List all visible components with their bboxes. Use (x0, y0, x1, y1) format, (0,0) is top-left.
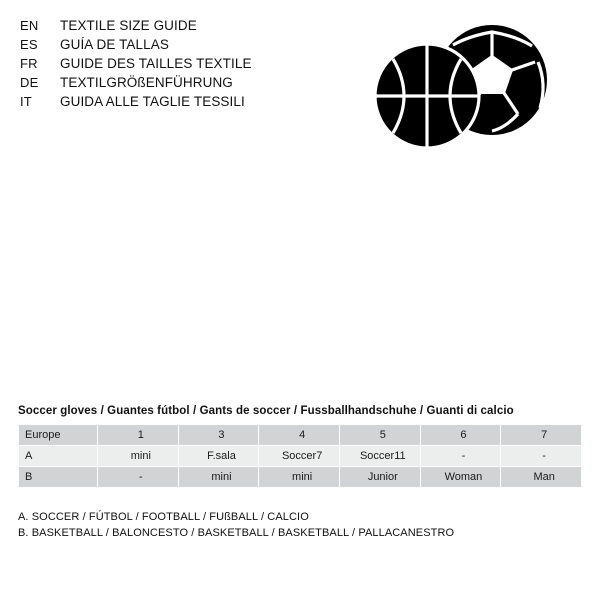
table-cell-b-6: Woman (420, 467, 501, 488)
table-caption: Soccer gloves / Guantes fútbol / Gants de soccer / Fussballhandschuhe / Guanti di calcio (18, 405, 514, 417)
language-code-es: ES (20, 37, 38, 52)
table-header-cell-7: 7 (501, 425, 582, 446)
size-table (18, 424, 582, 488)
language-row-it (20, 92, 350, 111)
table-header-row (19, 425, 582, 446)
table-cell-b-7: Man (501, 467, 582, 488)
table-cell-b-5: Junior (339, 467, 420, 488)
table-cell-a-5: Soccer11 (339, 446, 420, 467)
language-code-fr: FR (20, 56, 38, 71)
table-cell-b-1: - (98, 467, 179, 488)
language-code-it: IT (20, 94, 32, 109)
language-row-en (20, 16, 350, 35)
table-header-cell-1: 1 (98, 425, 179, 446)
table-header-cell-4: 4 (259, 425, 340, 446)
table-row (19, 467, 582, 488)
language-title-en: TEXTILE SIZE GUIDE (60, 18, 197, 33)
table-cell-a-6: - (420, 446, 501, 467)
table-cell-a-4: Soccer7 (259, 446, 340, 467)
language-code-en: EN (20, 18, 39, 33)
language-title-es: GUÍA DE TALLAS (60, 37, 169, 52)
table-header-cell-5: 5 (339, 425, 420, 446)
table-header-cell-europe: Europe (19, 425, 98, 446)
size-table-section (18, 405, 582, 488)
table-row-label-a: A (19, 446, 98, 467)
language-row-fr (20, 54, 350, 73)
table-cell-b-4: mini (259, 467, 340, 488)
language-header-block (20, 16, 350, 111)
table-row (19, 446, 582, 467)
language-code-de: DE (20, 75, 39, 90)
balls-illustration (355, 18, 555, 178)
footnote-a: A. SOCCER / FÚTBOL / FOOTBALL / FUßBALL / CALCIO (18, 511, 309, 523)
table-cell-a-7: - (501, 446, 582, 467)
language-title-de: TEXTILGRÖßENFÜHRUNG (60, 75, 233, 90)
language-row-de (20, 73, 350, 92)
language-row-es (20, 35, 350, 54)
language-title-fr: GUIDE DES TAILLES TEXTILE (60, 56, 252, 71)
language-title-it: GUIDA ALLE TAGLIE TESSILI (60, 94, 245, 109)
footnotes-block (18, 509, 582, 541)
table-row-label-b: B (19, 467, 98, 488)
table-header-cell-6: 6 (420, 425, 501, 446)
table-cell-a-3: F.sala (178, 446, 259, 467)
table-header-cell-3: 3 (178, 425, 259, 446)
footnote-b: B. BASKETBALL / BALONCESTO / BASKETBALL / BASKETBALL / PALLACANESTRO (18, 527, 455, 539)
table-cell-a-1: mini (98, 446, 179, 467)
table-cell-b-3: mini (178, 467, 259, 488)
basketball-icon (375, 44, 479, 148)
